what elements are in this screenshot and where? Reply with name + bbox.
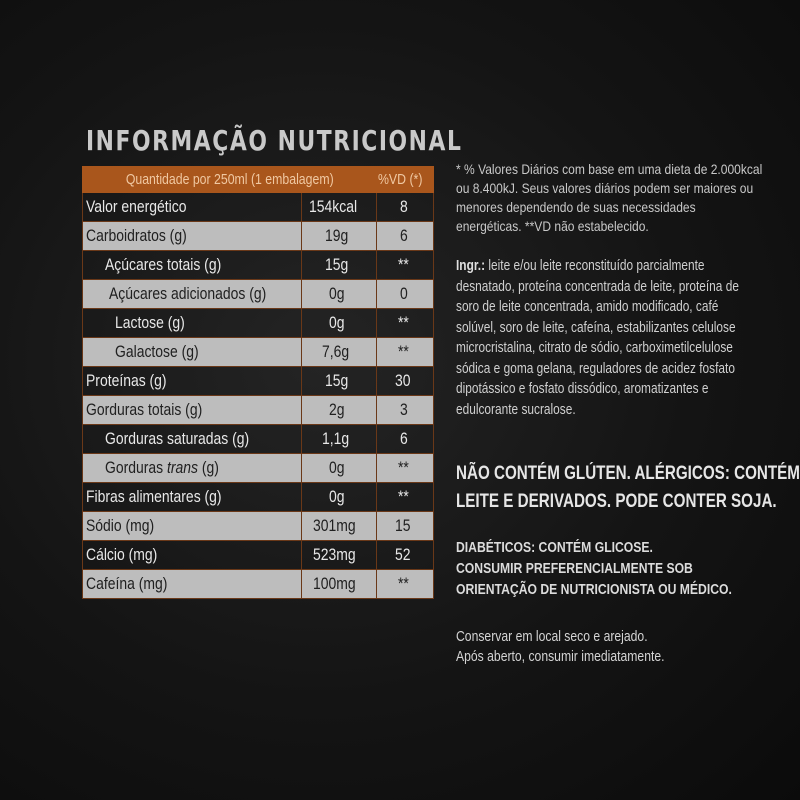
table-row — [83, 454, 434, 483]
table-row — [83, 425, 434, 454]
diabetics-warning: DIABÉTICOS: CONTÉM GLICOSE. CONSUMIR PREFERENCIALMENTE SOB ORIENTAÇÃO DE NUTRICIONISTA OU MÉDICO. — [456, 540, 732, 598]
nutrient-vd: ** — [398, 458, 410, 477]
table-row — [83, 396, 434, 425]
nutrient-vd: 3 — [400, 400, 408, 419]
nutrient-name: Cálcio (mg) — [86, 545, 158, 564]
nutrient-amount: 15g — [324, 255, 348, 274]
table-row — [83, 541, 434, 570]
nutrient-vd: ** — [398, 313, 410, 332]
nutrient-name: Açúcares adicionados (g) — [109, 284, 267, 303]
nutrient-vd: 15 — [395, 516, 411, 535]
nutrient-amount: 15g — [324, 371, 348, 390]
nutrient-amount: 7,6g — [322, 342, 350, 361]
nutrient-vd: 6 — [400, 226, 408, 245]
table-row — [83, 280, 434, 309]
nutrient-amount: 2g — [329, 400, 345, 419]
table-row — [83, 367, 434, 396]
nutrient-name: Gorduras trans (g) — [105, 458, 219, 477]
nutrient-name: Proteínas (g) — [86, 371, 167, 390]
nutrient-amount: 19g — [324, 226, 348, 245]
serving-size-header: Quantidade por 250ml (1 embalagem) — [83, 167, 377, 193]
nutrient-amount: 100mg — [312, 574, 356, 593]
table-row — [83, 483, 434, 512]
nutrient-vd: 8 — [400, 197, 408, 216]
table-row — [83, 309, 434, 338]
nutrient-amount: 0g — [329, 487, 345, 506]
nutrient-vd: ** — [398, 255, 410, 274]
allergen-warning: NÃO CONTÉM GLÚTEN. ALÉRGICOS: CONTÉM LEITE E DERIVADOS. PODE CONTER SOJA. — [456, 463, 800, 512]
nutrient-vd: 30 — [395, 371, 411, 390]
ingredients-text: Ingr.: leite e/ou leite reconstituído parcialmente desnatado, proteína concentrada de leite, proteína de soro de leite concentrada, amido modificado, café solúvel, soro de leite, cafeína, estabilizantes celulose microcristalina, citrato de sódio, carboximetilcelulose sódica e goma gelana, reguladores de acidez fosfato dipotássico e fosfato dissódico, aromatizantes e edulcorante sucralose. — [456, 258, 739, 418]
nutrient-name: Gorduras totais (g) — [86, 400, 203, 419]
table-header-row — [83, 167, 434, 193]
nutrient-name: Sódio (mg) — [86, 516, 155, 535]
nutrient-amount: 301mg — [312, 516, 356, 535]
nutrient-name: Açúcares totais (g) — [105, 255, 222, 274]
nutrient-name: Carboidratos (g) — [86, 226, 187, 245]
nutrient-amount: 1,1g — [322, 429, 350, 448]
nutrient-name: Lactose (g) — [115, 313, 185, 332]
table-row — [83, 570, 434, 599]
nutrient-name: Fibras alimentares (g) — [86, 487, 222, 506]
daily-values-note: * % Valores Diários com base em uma dieta de 2.000kcal ou 8.400kJ. Seus valores diários podem ser maiores ou menores dependendo de suas necessidades energéticas. **VD não estabelecido. — [456, 161, 763, 234]
nutrient-amount: 0g — [329, 313, 345, 332]
nutrient-name: Cafeína (mg) — [86, 574, 168, 593]
vd-header: %VD (*) — [376, 167, 433, 193]
nutrient-vd: ** — [398, 342, 410, 361]
table-row — [83, 512, 434, 541]
table-row — [83, 251, 434, 280]
ingredients-label: Ingr.: — [456, 258, 486, 274]
nutrition-table — [82, 166, 434, 599]
nutrition-title: INFORMAÇÃO NUTRICIONAL — [86, 124, 463, 157]
nutrient-name: Valor energético — [86, 197, 187, 216]
nutrient-name: Gorduras saturadas (g) — [105, 429, 250, 448]
nutrient-amount: 0g — [329, 284, 345, 303]
nutrient-vd: ** — [398, 574, 410, 593]
storage-instructions: Conservar em local seco e arejado. Após aberto, consumir imediatamente. — [456, 629, 665, 665]
nutrient-vd: 0 — [400, 284, 408, 303]
table-row — [83, 338, 434, 367]
table-row — [83, 193, 434, 222]
nutrient-amount: 154kcal — [309, 197, 358, 216]
nutrient-vd: 52 — [395, 545, 411, 564]
nutrient-vd: 6 — [400, 429, 408, 448]
nutrient-amount: 523mg — [312, 545, 356, 564]
table-row — [83, 222, 434, 251]
nutrient-amount: 0g — [329, 458, 345, 477]
nutrient-name: Galactose (g) — [115, 342, 199, 361]
nutrient-vd: ** — [398, 487, 410, 506]
